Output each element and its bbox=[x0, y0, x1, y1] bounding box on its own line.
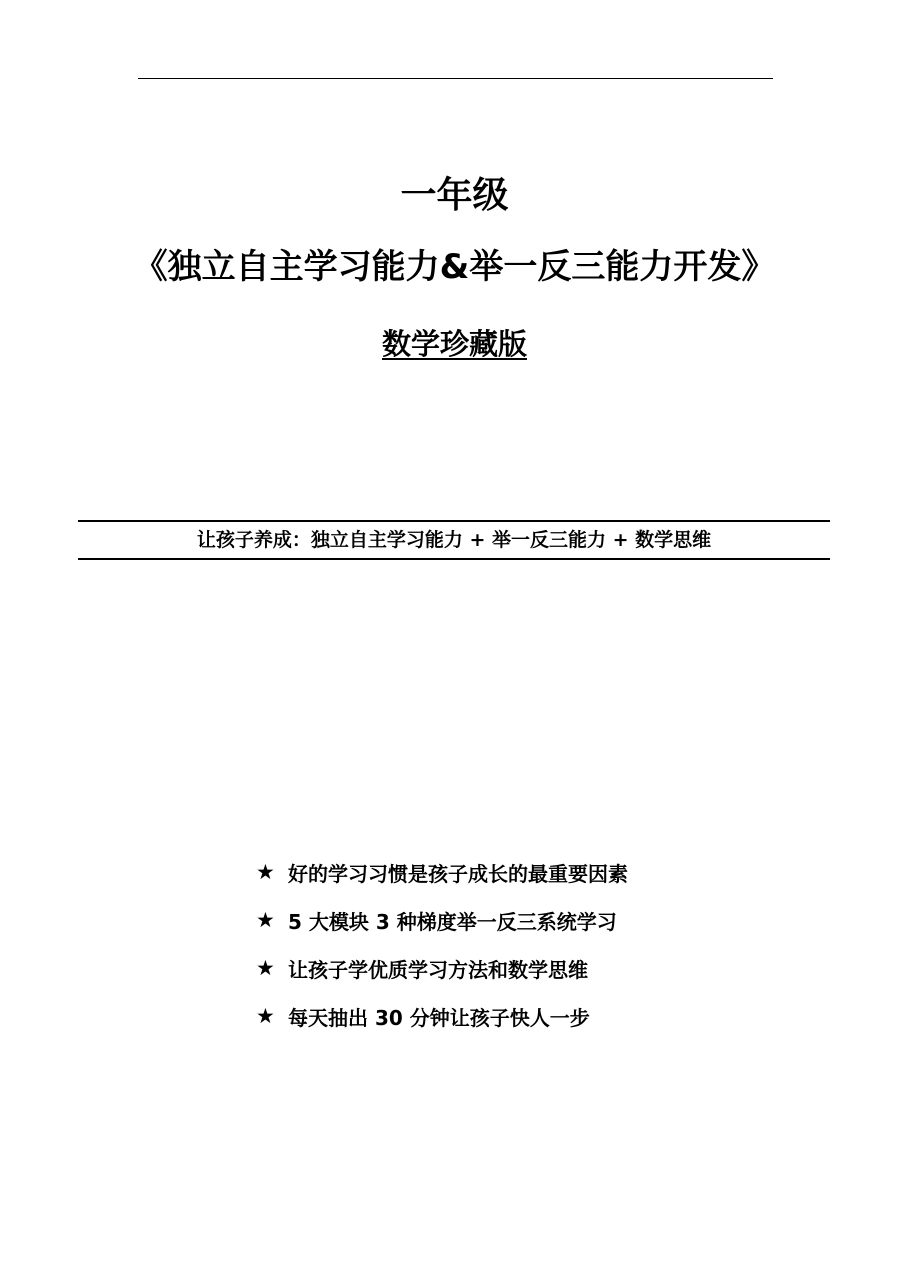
feature-item bbox=[256, 904, 816, 936]
grade-title: 一年级 bbox=[400, 175, 509, 216]
feature-item bbox=[256, 1000, 816, 1032]
edition-label: 数学珍藏版 bbox=[381, 327, 527, 361]
star-icon: ★ bbox=[256, 908, 275, 932]
feature-text: 好的学习习惯是孩子成长的最重要因素 bbox=[288, 861, 628, 886]
feature-list bbox=[256, 856, 816, 1048]
slogan-banner: 让孩子养成：独立自主学习能力 + 举一反三能力 + 数学思维 bbox=[78, 520, 830, 560]
star-icon: ★ bbox=[256, 1004, 275, 1028]
main-title: 《独立自主学习能力&举一反三能力开发》 bbox=[133, 247, 776, 287]
feature-item bbox=[256, 952, 816, 984]
feature-text: 每天抽出 30 分钟让孩子快人一步 bbox=[288, 1005, 590, 1030]
feature-text: 让孩子学优质学习方法和数学思维 bbox=[288, 957, 588, 982]
edition-title bbox=[0, 322, 909, 371]
feature-item bbox=[256, 856, 816, 888]
star-icon: ★ bbox=[256, 860, 275, 884]
feature-text: 5 大模块 3 种梯度举一反三系统学习 bbox=[288, 909, 617, 934]
star-icon: ★ bbox=[256, 956, 275, 980]
header-rule bbox=[138, 78, 773, 79]
